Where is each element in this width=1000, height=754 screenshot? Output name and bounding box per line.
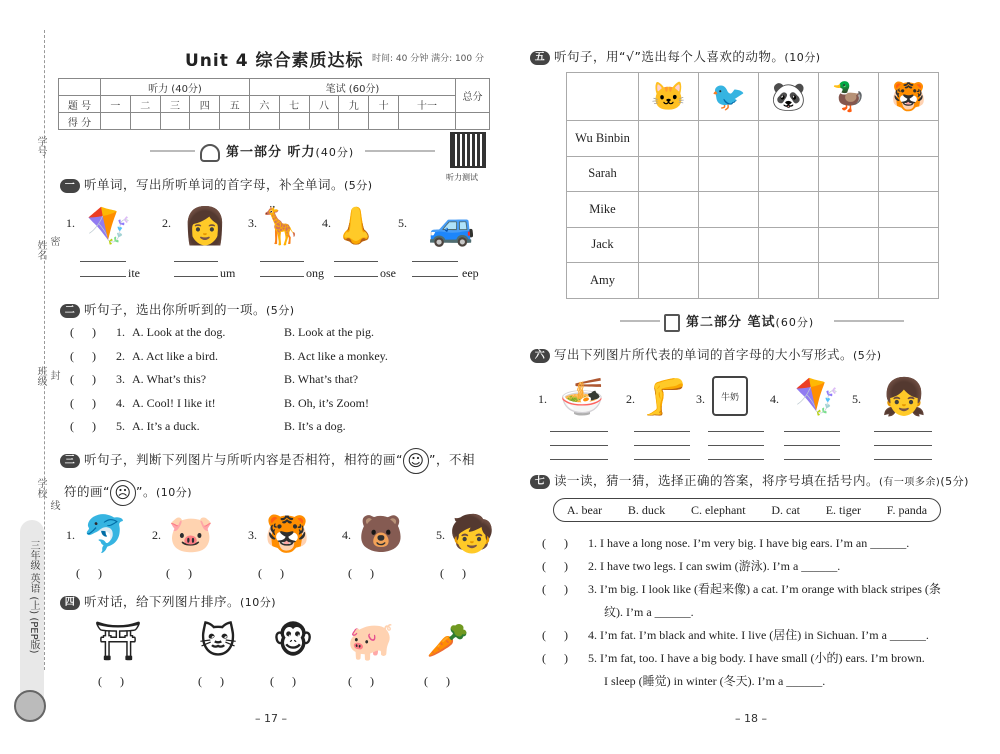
answer-blank[interactable] xyxy=(634,450,690,460)
brand-strip xyxy=(20,520,44,710)
score-table xyxy=(58,78,490,130)
score-cell[interactable] xyxy=(369,113,399,130)
list-item xyxy=(542,649,962,672)
answer-paren[interactable]: ( ) xyxy=(424,674,450,688)
check-cell[interactable] xyxy=(879,227,939,263)
option-word: B. duck xyxy=(627,502,666,517)
brand-logo-icon xyxy=(14,690,46,722)
check-cell[interactable] xyxy=(639,156,699,192)
word-suffix: ite xyxy=(128,266,140,280)
answer-blank[interactable] xyxy=(334,267,378,277)
check-cell[interactable] xyxy=(759,227,819,263)
list-item xyxy=(542,603,962,626)
student-id-label: 学号 xyxy=(35,136,46,156)
section6-instruction: 写出下列图片所代表的单词的首字母的大小写形式。 xyxy=(554,347,854,362)
option-b[interactable]: B. It’s a dog. xyxy=(284,419,346,433)
pencil-icon xyxy=(664,314,680,332)
section6-points: (5分) xyxy=(853,349,882,362)
answer-blank[interactable] xyxy=(174,252,218,262)
answer-paren[interactable]: ( ) xyxy=(542,536,568,550)
bear-icon: 🐻 xyxy=(358,514,404,555)
option-a[interactable]: A. Act like a bird. xyxy=(132,348,218,363)
section2-header xyxy=(60,300,295,318)
list-item xyxy=(70,349,490,373)
page-title: Unit 4 综合素质达标 xyxy=(185,51,364,71)
part1-header xyxy=(200,141,354,162)
section7-questions xyxy=(542,534,962,695)
answer-blank[interactable] xyxy=(260,267,304,277)
kite-icon: 🪁 xyxy=(86,206,132,247)
answer-blank[interactable] xyxy=(550,436,608,446)
divider xyxy=(834,320,904,322)
section5-points: (10分) xyxy=(784,51,821,64)
section-number: 七 xyxy=(530,475,550,489)
section4-items xyxy=(78,614,498,694)
answer-blank[interactable] xyxy=(412,267,458,277)
item-number: 3. xyxy=(696,392,705,406)
question-text-continued: I sleep (睡觉) in winter (冬天). I’m a ______. xyxy=(604,674,826,688)
writing-group-header: 笔试 (60分) xyxy=(249,79,455,96)
sad-face-icon: ☹ xyxy=(110,480,136,506)
question-text-continued: 纹). I’m a ______. xyxy=(604,605,694,619)
seal-char-3: 线 xyxy=(48,500,59,510)
check-cell[interactable] xyxy=(879,156,939,192)
answer-blank[interactable] xyxy=(784,422,840,432)
list-item xyxy=(542,557,962,580)
answer-paren[interactable]: ( ) xyxy=(70,419,96,433)
answer-blank[interactable] xyxy=(550,450,608,460)
item-number: 5. xyxy=(852,392,861,406)
answer-blank[interactable] xyxy=(550,422,608,432)
item-number: 5. xyxy=(398,216,407,230)
word-options-box xyxy=(553,498,941,522)
animal-preference-table xyxy=(566,72,939,299)
check-cell[interactable] xyxy=(759,192,819,228)
answer-blank[interactable] xyxy=(80,267,126,277)
total-header: 总分 xyxy=(456,79,490,113)
section6-header xyxy=(530,345,882,363)
word-suffix: ong xyxy=(306,266,324,280)
divider xyxy=(150,150,195,152)
page-number: – 18 – xyxy=(735,712,767,725)
tiger-face-icon: 🐯 xyxy=(879,73,939,121)
noodles-icon: 🍜 xyxy=(559,377,605,418)
answer-blank[interactable] xyxy=(334,252,378,262)
list-item xyxy=(542,672,962,695)
check-cell[interactable] xyxy=(699,192,759,228)
option-word: D. cat xyxy=(771,502,800,517)
nose-icon: 👃 xyxy=(333,206,379,247)
happy-face-icon: ☺ xyxy=(403,448,429,474)
part1-points: (40分) xyxy=(315,146,355,159)
row-label-question: 题 号 xyxy=(59,96,101,113)
option-word: E. tiger xyxy=(825,502,862,517)
answer-blank[interactable] xyxy=(80,252,126,262)
monkey-icon: 🐵 xyxy=(272,620,314,662)
check-cell[interactable] xyxy=(639,121,699,157)
list-item xyxy=(542,580,962,603)
check-cell[interactable] xyxy=(759,263,819,299)
pig-icon: 🐷 xyxy=(168,514,214,555)
score-cell[interactable] xyxy=(398,113,455,130)
check-cell[interactable] xyxy=(699,227,759,263)
section1-items xyxy=(66,202,496,292)
section1-instruction: 听单词，写出所听单词的首字母，补全单词。 xyxy=(84,177,345,192)
option-a[interactable]: A. Look at the dog. xyxy=(132,325,226,339)
answer-blank[interactable] xyxy=(708,422,764,432)
question-text: 1. I have a long nose. I’m very big. I have big ears. I’m an ______. xyxy=(588,536,910,550)
section5-header xyxy=(530,47,821,65)
check-cell[interactable] xyxy=(879,263,939,299)
item-number: 2. xyxy=(116,348,125,363)
legs-icon: 🦵 xyxy=(642,377,688,418)
answer-paren[interactable]: ( ) xyxy=(198,674,224,688)
jeep-icon: 🚙 xyxy=(428,203,476,248)
section-number: 四 xyxy=(60,596,80,610)
check-cell[interactable] xyxy=(639,192,699,228)
answer-blank[interactable] xyxy=(874,422,932,432)
table-row xyxy=(567,156,939,192)
brand-text: 三年级 英语 (上) (PEP版) xyxy=(28,540,39,654)
list-item xyxy=(70,396,490,420)
item-number: 1. xyxy=(66,216,75,230)
item-number: 3. xyxy=(116,372,125,386)
part1-title: 第一部分 听力 xyxy=(226,145,316,160)
check-cell[interactable] xyxy=(759,121,819,157)
carrot-icon: 🥕 xyxy=(426,621,470,661)
section2-items xyxy=(70,325,490,443)
section3-header xyxy=(60,444,500,509)
cat-face-icon: 🐱 xyxy=(639,73,699,121)
class-label: 班级 xyxy=(35,366,46,386)
answer-paren[interactable]: ( ) xyxy=(348,674,374,688)
answer-paren[interactable]: ( ) xyxy=(70,348,96,363)
item-number: 1. xyxy=(116,325,125,339)
answer-paren[interactable]: ( ) xyxy=(70,372,96,386)
answer-paren[interactable]: ( ) xyxy=(348,566,374,580)
answer-blank[interactable] xyxy=(708,436,764,446)
item-number: 4. xyxy=(322,216,331,230)
option-b[interactable]: B. Oh, it’s Zoom! xyxy=(284,395,370,410)
answer-paren[interactable]: ( ) xyxy=(542,628,568,642)
option-a[interactable]: A. What’s this? xyxy=(132,372,207,386)
answer-blank[interactable] xyxy=(634,436,690,446)
item-number: 4. xyxy=(770,392,779,406)
check-cell[interactable] xyxy=(819,121,879,157)
score-cell[interactable] xyxy=(220,113,250,130)
answer-paren[interactable]: ( ) xyxy=(70,395,96,410)
check-cell[interactable] xyxy=(819,192,879,228)
section4-points: (10分) xyxy=(240,596,277,609)
col-header: 三 xyxy=(160,96,190,113)
panda-icon: 🐼 xyxy=(759,73,819,121)
col-header: 五 xyxy=(220,96,250,113)
part2-title: 第二部分 笔试 xyxy=(686,315,776,330)
check-cell[interactable] xyxy=(639,263,699,299)
qr-code-icon[interactable] xyxy=(450,132,486,168)
option-b[interactable]: B. What’s that? xyxy=(284,372,359,386)
col-header: 七 xyxy=(279,96,309,113)
option-word: F. panda xyxy=(886,502,928,517)
col-header: 六 xyxy=(249,96,279,113)
list-item xyxy=(70,419,490,443)
seal-char-1: 密 xyxy=(48,236,59,246)
answer-blank[interactable] xyxy=(784,450,840,460)
listening-group-header: 听力 (40分) xyxy=(101,79,250,96)
answer-paren[interactable]: ( ) xyxy=(76,566,102,580)
section7-note: (有一项多余) xyxy=(879,477,941,488)
item-number: 2. xyxy=(626,392,635,406)
answer-blank[interactable] xyxy=(174,267,218,277)
table-row xyxy=(567,263,939,299)
section4-header xyxy=(60,592,276,610)
bird-icon: 🐦 xyxy=(699,73,759,121)
check-cell[interactable] xyxy=(699,156,759,192)
answer-paren[interactable]: ( ) xyxy=(98,674,124,688)
question-text: 3. I’m big. I look like (看起来像) a cat. I’m orange with black stripes (条 xyxy=(588,582,941,596)
answer-paren[interactable]: ( ) xyxy=(542,651,568,665)
score-cell[interactable] xyxy=(190,113,220,130)
score-cell[interactable] xyxy=(309,113,339,130)
headphones-icon xyxy=(200,144,220,162)
divider xyxy=(365,150,435,152)
part2-header xyxy=(664,311,814,332)
section-number: 六 xyxy=(530,349,550,363)
qr-label: 听力测试 xyxy=(446,173,478,182)
score-cell[interactable] xyxy=(130,113,160,130)
score-cell[interactable] xyxy=(101,113,131,130)
list-item xyxy=(542,626,962,649)
section7-header xyxy=(530,471,969,489)
section3-text-2: ”，不相 xyxy=(428,452,475,467)
list-item xyxy=(70,372,490,396)
dolphin-icon: 🐬 xyxy=(82,514,128,555)
option-a[interactable]: A. It’s a duck. xyxy=(132,419,200,433)
section4-instruction: 听对话，给下列图片排序。 xyxy=(84,594,241,609)
check-cell[interactable] xyxy=(819,227,879,263)
girl-tree-icon: 👧 xyxy=(881,377,927,418)
school-label: 学校 xyxy=(35,478,46,498)
pig-icon: 🐖 xyxy=(347,618,395,663)
duck-icon: 🦆 xyxy=(819,73,879,121)
answer-blank[interactable] xyxy=(874,450,932,460)
section-number: 三 xyxy=(60,454,80,468)
question-text: 2. I have two legs. I can swim (游泳). I’m a ______. xyxy=(588,559,841,573)
section1-points: (5分) xyxy=(344,179,373,192)
check-cell[interactable] xyxy=(819,156,879,192)
option-b[interactable]: B. Look at the pig. xyxy=(284,325,374,339)
milk-cup-icon: 牛奶 xyxy=(712,376,748,416)
section3-text-1: 听句子，判断下列图片与所听内容是否相符，相符的画“ xyxy=(84,452,403,467)
item-number: 2. xyxy=(152,528,161,542)
word-suffix: eep xyxy=(462,266,479,280)
check-cell[interactable] xyxy=(759,156,819,192)
person-name: Amy xyxy=(567,263,639,299)
section2-instruction: 听句子，选出你所听到的一项。 xyxy=(84,302,267,317)
item-number: 4. xyxy=(342,528,351,542)
question-text: 5. I’m fat, too. I have a big body. I have small (小的) ears. I’m brown. xyxy=(588,651,925,665)
section-number: 五 xyxy=(530,51,550,65)
list-item xyxy=(70,325,490,349)
item-number: 5. xyxy=(116,419,125,433)
section7-instruction: 读一读，猜一猜，选择正确的答案，将序号填在括号内。 xyxy=(554,473,880,488)
section2-points: (5分) xyxy=(266,304,295,317)
person-name: Mike xyxy=(567,192,639,228)
answer-blank[interactable] xyxy=(260,252,304,262)
section3-text-4: ”。 xyxy=(135,484,156,499)
section7-points: (5分) xyxy=(940,475,969,488)
option-word: C. elephant xyxy=(690,502,746,517)
table-row xyxy=(567,227,939,263)
page-number: – 17 – xyxy=(255,712,287,725)
answer-blank[interactable] xyxy=(634,422,690,432)
col-header: 四 xyxy=(190,96,220,113)
col-header: 一 xyxy=(101,96,131,113)
option-word: A. bear xyxy=(566,502,603,517)
item-number: 3. xyxy=(248,528,257,542)
check-cell[interactable] xyxy=(699,121,759,157)
check-cell[interactable] xyxy=(639,227,699,263)
section5-instruction: 听句子，用“√”选出每个人喜欢的动物。 xyxy=(554,49,785,64)
giraffe-icon: 🦒 xyxy=(257,206,303,247)
boy-icon: 🧒 xyxy=(449,514,495,555)
col-header: 十一 xyxy=(398,96,455,113)
answer-paren[interactable]: ( ) xyxy=(166,566,192,580)
cat-icon: 🐱 xyxy=(199,620,237,662)
answer-paren[interactable]: ( ) xyxy=(542,582,568,596)
row-label-score: 得 分 xyxy=(59,113,101,130)
person-name: Sarah xyxy=(567,156,639,192)
section-number: 二 xyxy=(60,304,80,318)
answer-paren[interactable]: ( ) xyxy=(70,325,96,339)
check-cell[interactable] xyxy=(699,263,759,299)
person-name: Wu Binbin xyxy=(567,121,639,157)
student-name-label: 姓名 xyxy=(35,240,46,260)
score-cell[interactable] xyxy=(160,113,190,130)
item-number: 4. xyxy=(116,395,125,410)
option-b[interactable]: B. Act like a monkey. xyxy=(284,348,388,363)
table-row xyxy=(567,121,939,157)
col-header: 十 xyxy=(369,96,399,113)
mum-icon: 👩 xyxy=(182,206,228,247)
col-header: 二 xyxy=(130,96,160,113)
word-suffix: um xyxy=(220,266,236,280)
section6-items xyxy=(538,372,958,467)
col-header: 九 xyxy=(339,96,369,113)
kite-icon: 🪁 xyxy=(794,377,840,418)
answer-paren[interactable]: ( ) xyxy=(258,566,284,580)
answer-blank[interactable] xyxy=(412,252,458,262)
section1-header xyxy=(60,175,373,193)
check-cell[interactable] xyxy=(879,192,939,228)
answer-blank[interactable] xyxy=(708,450,764,460)
answer-paren[interactable]: ( ) xyxy=(440,566,466,580)
item-number: 1. xyxy=(538,392,547,406)
answer-paren[interactable]: ( ) xyxy=(542,559,568,573)
option-a[interactable]: A. Cool! I like it! xyxy=(132,395,216,410)
time-score-meta: 时间: 40 分钟 满分: 100 分 xyxy=(372,54,484,64)
section3-text-3: 符的画“ xyxy=(64,484,110,499)
person-name: Jack xyxy=(567,227,639,263)
answer-blank[interactable] xyxy=(874,436,932,446)
check-cell[interactable] xyxy=(879,121,939,157)
item-number: 3. xyxy=(248,216,257,230)
check-cell[interactable] xyxy=(819,263,879,299)
answer-paren[interactable]: ( ) xyxy=(270,674,296,688)
part2-points: (60分) xyxy=(775,316,815,329)
answer-blank[interactable] xyxy=(784,436,840,446)
zoo-gate-icon: ⛩ xyxy=(93,618,143,663)
divider xyxy=(620,320,660,322)
word-suffix: ose xyxy=(380,266,396,280)
section3-items xyxy=(66,508,496,583)
item-number: 2. xyxy=(162,216,171,230)
section-number: 一 xyxy=(60,179,80,193)
col-header: 八 xyxy=(309,96,339,113)
list-item xyxy=(542,534,962,557)
table-row xyxy=(567,192,939,228)
score-cell[interactable] xyxy=(339,113,369,130)
tiger-icon: 🐯 xyxy=(264,514,310,555)
score-cell[interactable] xyxy=(279,113,309,130)
total-cell[interactable] xyxy=(456,113,490,130)
seal-char-2: 封 xyxy=(48,370,59,380)
item-number: 5. xyxy=(436,528,445,542)
question-text: 4. I’m fat. I’m black and white. I live (居住) in Sichuan. I’m a ______. xyxy=(588,628,929,642)
section3-points: (10分) xyxy=(155,486,193,499)
score-cell[interactable] xyxy=(249,113,279,130)
item-number: 1. xyxy=(66,528,75,542)
seal-line xyxy=(44,30,45,670)
